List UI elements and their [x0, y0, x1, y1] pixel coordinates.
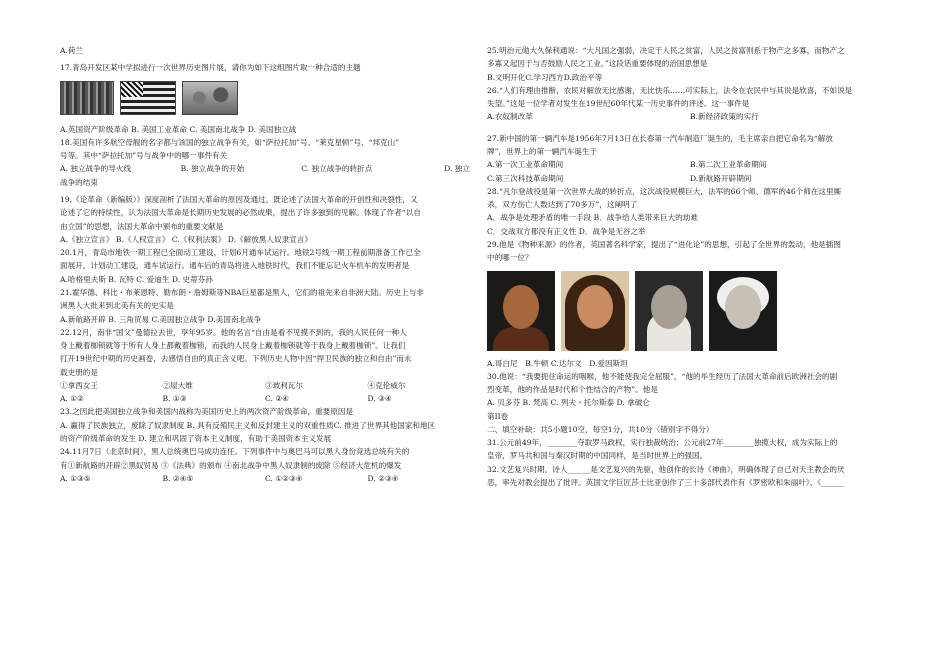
q22-option-d: D. ③④ [367, 394, 392, 404]
q29-options: A.哥白尼 B.牛顿 C.达尔文 D.爱因斯坦 [487, 358, 628, 368]
q24-option-c: C. ①②③④ [265, 473, 303, 483]
q22-option-a: A. ①② [60, 394, 84, 404]
question-19-line1: 19.《论革命（新编版）》深度剖析了法国大革命的原因及通过，既论述了法国大革命的开创性和决裂性，又 [60, 194, 418, 204]
q17-image-row [60, 81, 470, 115]
question-23: 23.之因此把美国独立战争和美国内战称为美国历史上的两次资产阶级革命，重要原因是 [60, 407, 354, 417]
question-17: 17.青岛开发区某中学拟进行一次世界历史图片展，请你为如下这组图片取一种合适的主题 [60, 63, 361, 73]
question-30-line2: 烈变革，他的作品是时代和个性结合的产物”。他是 [487, 385, 658, 395]
q29-portrait-row [487, 271, 893, 351]
q18-option-d: D. 独立 [444, 164, 471, 174]
q26-option-a: A.农奴制改革 [487, 112, 533, 122]
q31-text-c: 独揽大权，成为实际上的 [753, 438, 838, 448]
question-19-line2: 论述了它的持续性，认为法国大革命是长期历史发展的必然成果，提出了许多独到的见解。体现了作者“以自 [60, 208, 421, 218]
part-2-instructions: 二、填空补缺：共5小题10空，每空1分，共10分（错别字不得分） [487, 424, 714, 434]
question-25-line2: 多寡又起因于与否鼓励人民之工业。”这段话重要体现的治国思想是 [487, 59, 708, 69]
flag-image [120, 81, 176, 115]
question-24-line1: 24.11月7日（北京时间），黑人总统奥巴马成功连任。下列事件中与奥巴马可以黑人身份竞选总统有关的 [60, 447, 410, 457]
q22-option-b: B. ①③ [162, 394, 187, 404]
historical-photo-2 [182, 81, 238, 115]
q22-item-3: ③玻利瓦尔 [265, 380, 303, 390]
q24-option-d: D. ②③④ [367, 473, 399, 483]
q23-options-line1: A. 赢得了民族独立，废除了奴隶制度 B. 具有反殖民主义和反封建主义的双重性质C. 推进了世界其他国家和地区 [60, 420, 436, 430]
q22-item-1: ①拿西女王 [60, 380, 98, 390]
q27-option-c: C.第三次科技革命期间 [487, 173, 564, 183]
question-22-line1: 22.12月，南非“国父”曼德拉去世，享年95岁。他的名言“自由是看不见摸不到的，我的人民任何一种人 [60, 327, 407, 337]
question-22-line2: 身上戴着枷锁就等于所有人身上都戴着枷锁，而我的人民身上戴着枷锁就等于我身上戴着枷锁”。让我们 [60, 341, 406, 351]
q18-option-a: A. 独立战争的导火线 [60, 164, 132, 174]
q23-options-line2: 的资产阶级革命的发生 D. 建立和巩固了资本主义制度，有助于美国资本主义发展 [60, 434, 332, 444]
q21-options: A.新航路开辟 B. 三角贸易 C.美国独立战争 D.美国南北战争 [60, 314, 262, 324]
q18-option-c: C. 独立战争的转折点 [301, 164, 373, 174]
left-column [60, 44, 470, 485]
q24-options [60, 472, 470, 485]
q26-options [487, 110, 893, 123]
q31-text-a: 31.公元前49年， [487, 438, 547, 448]
q19-options: A.《独立宣言》 B.《人权宣言》 C.《权利法案》 D.《解放黑人奴隶宣言》 [60, 234, 312, 244]
portrait-copernicus [487, 271, 555, 351]
historical-photo-1 [60, 81, 114, 115]
q24-option-b: B. ②④⑤ [162, 473, 194, 483]
q22-item-2: ②屋大维 [162, 380, 193, 390]
question-29-line2: 中的哪一位？ [487, 253, 533, 263]
q28-options-cd: C．交战双方都没有正义性 D．战争是无谷之举 [487, 226, 646, 236]
question-29-line1: 29.他是《物种来源》的作者，英国著名科学家，提出了“进化论”的思想，引起了全世界的轰动，他是插图 [487, 239, 841, 249]
answer-blank[interactable]: ________ [723, 438, 754, 448]
question-27-line2: 牌”，世界上的第一辆汽车诞生于 [487, 146, 598, 156]
q32-text-a: 32.文艺复兴时期，诗人 [487, 464, 568, 474]
q28-options-ab: A．战争是处理矛盾的唯一手段 B．战争给人类带来巨大的劫难 [487, 213, 698, 223]
q32-text-c: 恶，率先对教会提出了批评。英国文学巨匠莎士比亚创作了三十多部代表作有《罗密欧和朱丽叶》、《 [487, 478, 822, 488]
question-32-line1 [487, 463, 893, 476]
question-20-line2: 面展开，计划动工建设，通车试运行。通车后的青岛将进入地铁时代，我们不能忘记火车机车的发明者是 [60, 261, 410, 271]
portrait-einstein [709, 271, 777, 351]
q17-options: A.英国资产阶级革命 B. 美国工业革命 C. 美国南北战争 D. 美国独立战 [60, 124, 297, 134]
q24-option-a: A. ①③⑤ [60, 473, 91, 483]
q20-options: A.哈格里夫斯 B. 瓦特 C. 爱迪生 D. 史蒂芬孙 [60, 274, 213, 284]
q27-option-b: B.第二次工业革命期间 [690, 160, 767, 170]
question-20-line1: 20.1月，青岛市地铁一期工程已全面动工建设，计划6月通车试运行。地铁2号线一期工程前期准备工作已全 [60, 248, 421, 258]
q22-option-c: C. ②④ [265, 394, 289, 404]
portrait-darwin [635, 271, 703, 351]
question-19-line3: 由立国”的思想，法国大革命中颁布的重要文献是 [60, 221, 224, 231]
question-32-line2 [487, 476, 893, 489]
question-18-line1: 18.美国有许多航空母舰的名字都与该国的独立战争有关，如“萨拉托加”号、“莱克星顿”号、“邦克山” [60, 137, 400, 147]
question-21-line2: 洲黑人大批来到北美有关的史实是 [60, 301, 174, 311]
q32-text-b: 是文艺复兴的先驱，他创作的长诗《神曲》，明确体现了自己对天主教会的厌 [590, 464, 845, 474]
q27-option-d: D.新航路开辟期间 [690, 173, 752, 183]
q27-options [487, 158, 893, 185]
right-column [487, 44, 893, 489]
answer-blank[interactable]: ______ [821, 478, 844, 488]
q27-option-a: A.第一次工业革命期间 [487, 160, 564, 170]
question-22-line3: 打开19世纪中期的历史画卷，去感悟自由的真正含义吧。下列历史人物中因“捍卫民族的独立和自由”而永 [60, 354, 412, 364]
question-31-line2: 皇帝，罗马共和国与秦汉时期的中国同样，是当时世界上的强国。 [487, 451, 708, 461]
question-24-line2: 有①新航路的开辟②黑奴贸易 ③《法典》的颁布 ④南北战争中黑人奴隶制的废除 ⑤经济大危机的爆发 [60, 460, 402, 470]
q25-options: B.文明开化C.学习西方D.政治平等 [487, 72, 603, 82]
q26-option-b: B.新经济政策的实行 [690, 112, 759, 122]
question-21-line1: 21.霍华德、科比・布莱恩特、勒布朗・詹姆斯等NBA巨星都是黑人，它们的祖先来自非洲大陆。历史上与非 [60, 287, 424, 297]
q22-options [60, 392, 470, 405]
question-28-line1: 28.“凡尔登战役是第一次世界大战的转折点，这次战役规模巨大，法军的66个师、德军的46个师在这里厮 [487, 186, 842, 196]
q18-tail: 战争的结束 [60, 177, 98, 187]
q18-options [60, 162, 470, 175]
question-28-line2: 杀，双方伤亡人数达到了70多万”，这阐明了 [487, 200, 638, 210]
q22-items [60, 379, 470, 392]
part-2-heading: 第II卷 [487, 411, 509, 421]
question-27-line1: 27.新中国的第一辆汽车是1956年7月13日在长春第一汽车制造厂诞生的，毛主席亲自把它命名为“解放 [487, 133, 833, 143]
question-25-line1: 25.明治元勋大久保利通说：“大凡国之强弱，决定于人民之贫富，人民之贫富则系于物产之多寡，而物产之 [487, 46, 845, 55]
option-line: A.荷兰 [60, 46, 84, 55]
question-30-line1: 30.他说：“我要扼住命运的咽喉，他不能使我完全屈服”，“他的毕生经历了法国大革命前后欧洲社会的剧 [487, 371, 838, 381]
q18-option-b: B. 独立战争的开始 [180, 164, 245, 174]
q31-text-b: 夺取罗马政权，实行独裁统治；公元前27年 [577, 438, 724, 448]
question-26-line2: 失望。”这是一位学者对发生在19世纪60年代某一历史事件的评述。这一事件是 [487, 99, 750, 109]
question-26-line1: 26.“人们有理由推断，农民对解放无比感谢，无比快乐……可实际上，法令在农民中与其说是欣喜，不如说是 [487, 85, 853, 95]
q30-options: A. 贝多芬 B. 梵高 C. 列夫・托尔斯泰 D. 拿破仑 [487, 398, 650, 408]
question-31-line1 [487, 436, 893, 449]
question-18-line2: 号等。其中“萨拉托加”号与战争中的哪一事件有关 [60, 151, 228, 161]
question-22-line4: 载史册的是 [60, 367, 98, 377]
answer-blank[interactable]: ________ [546, 438, 578, 448]
portrait-newton [561, 271, 629, 351]
answer-blank[interactable]: ______ [567, 464, 591, 474]
q22-item-4: ④克伦威尔 [367, 380, 406, 390]
